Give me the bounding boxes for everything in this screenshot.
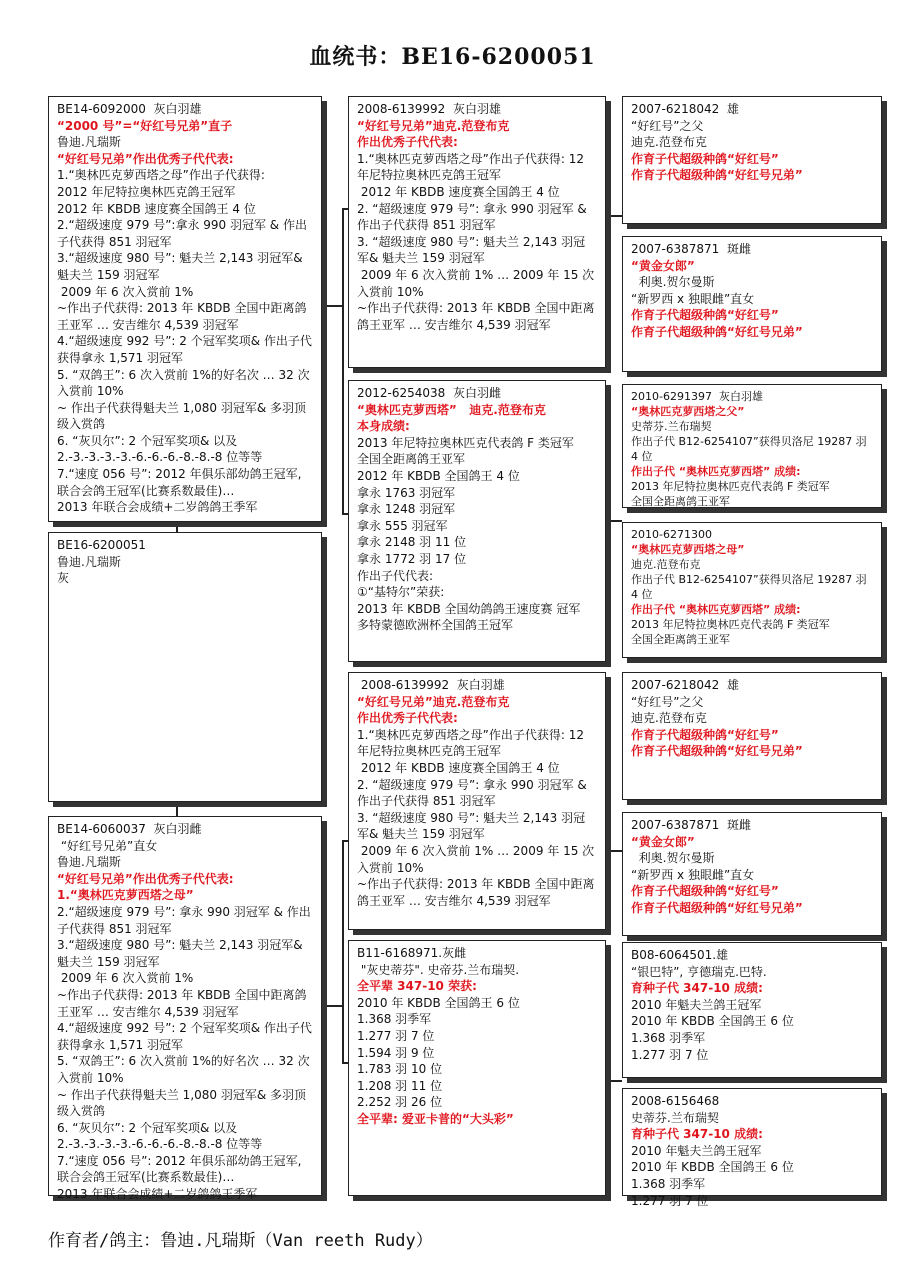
pedigree-line: 利奥.贺尔曼斯 [631, 275, 715, 290]
pedigree-line: 2.“超级速度 979 号”:拿永 990 羽冠军 & 作出子代获得 851 羽冠军 [57, 218, 307, 249]
pedigree-line: 作育子代超级种鸽“好红号兄弟” [631, 324, 803, 339]
pedigree-line: 2.252 羽 26 位 [357, 1095, 443, 1110]
sire-sire-box [348, 96, 606, 368]
dds-box [622, 942, 882, 1078]
dam-box [48, 816, 322, 1202]
pedigree-line: 3. “超级速度 980 号”: 魁夫兰 2,143 羽冠军& 魁夫兰 159 羽冠军 [357, 810, 586, 842]
connector-line [322, 305, 342, 307]
pedigree-line: ~ 作出子代获得魁夫兰 1,080 羽冠军& 多羽顶级入赏鸽 [57, 400, 307, 432]
pedigree-line: BE14-6060037 灰白羽雌 [57, 822, 202, 836]
sire-dam-box [348, 380, 606, 662]
pedigree-line: 迪克.范登布克 [631, 558, 701, 571]
pedigree-line: 7.“速度 056 号”: 2012 年俱乐部幼鸽王冠军,联合会鸽王冠军(比赛系数最佳)… [57, 467, 302, 498]
pedigree-line: "灰史蒂芬". 史帝芬.兰布瑞契. [357, 962, 520, 977]
sds-box [622, 384, 882, 508]
pedigree-line: ①“基特尔”荣获: [357, 585, 445, 600]
pedigree-line: 2.“超级速度 979 号”: 拿永 990 羽冠军 & 作出子代获得 851 羽冠军 [57, 904, 311, 936]
connector-line [606, 1080, 622, 1082]
pedigree-line: 育种子代 347-10 成绩: [631, 981, 763, 996]
pedigree-line: 2007-6387871 斑雌 [631, 242, 751, 256]
connector-line [606, 215, 622, 217]
pedigree-line: 拿永 1248 羽冠军 [357, 502, 456, 517]
pedigree-line: 全国全距离鸽王亚军 [357, 452, 466, 467]
pedigree-line: 1.“奥林匹克萝西塔之母”作出子代获得: [57, 168, 265, 183]
pedigree-line: 1.“奥林匹克萝西塔之母”作出子代获得: 12 年尼特拉奥林匹克鸽王冠军 [357, 151, 588, 183]
pedigree-line: 2010 年 KBDB 全国鸽王 6 位 [631, 1160, 794, 1175]
pedigree-line: 全平辈: 爱亚卡普的“大头彩” [357, 1111, 514, 1126]
pedigree-line: 2. “超级速度 979 号”: 拿永 990 羽冠军 & 作出子代获得 851 羽冠军 [357, 777, 591, 809]
pedigree-line: 2008-6139992 灰白羽雄 [357, 678, 505, 692]
pedigree-line: 多特蒙德欧洲杯全国鸽王冠军 [357, 618, 514, 633]
breeder-footer: 作育者/鸽主：鲁迪.凡瑞斯（Van reeth Rudy） [48, 1231, 433, 1251]
pedigree-line: 作出子代 B12-6254107”获得贝洛尼 19287 羽 4 位 [631, 435, 871, 463]
connector-line [606, 850, 622, 852]
pedigree-line: “好红号”之父 [631, 118, 704, 133]
pedigree-line: 6. “灰贝尔”: 2 个冠军奖项& 以及 2.-3.-3.-3.-3.-6.-6.-6.-8.-8.-8 位等等 [57, 433, 263, 465]
pedigree-line: 利奥.贺尔曼斯 [631, 851, 715, 866]
pedigree-line: 作育子代超级种鸽“好红号” [631, 884, 779, 899]
ssd-box [622, 236, 882, 372]
pedigree-line: B11-6168971.灰雌 [357, 946, 467, 960]
pedigree-line: 2013 年尼特拉奥林匹克代表鸽 F 类冠军 [631, 480, 830, 493]
pedigree-line: 2012 年 KBDB 速度赛全国鸽王 4 位 [357, 760, 560, 775]
pedigree-line: 3. “超级速度 980 号”: 魁夫兰 2,143 羽冠军& 魁夫兰 159 羽冠军 [357, 234, 586, 266]
pedigree-line: 2009 年 6 次入赏前 1% [57, 284, 194, 299]
sire-box [48, 96, 322, 522]
pedigree-line: “好红号兄弟”直女 [57, 838, 158, 853]
pedigree-line: 2009 年 6 次入赏前 1% … 2009 年 15 次入赏前 10% [357, 267, 595, 299]
pedigree-line: “新罗西 x 独眼雌”直女 [631, 867, 755, 882]
pedigree-line: 作出子代 B12-6254107”获得贝洛尼 19287 羽 4 位 [631, 573, 871, 601]
pedigree-line: 1.“奥林匹克萝西塔之母” [57, 888, 194, 903]
pedigree-line: 7.“速度 056 号”: 2012 年俱乐部幼鸽王冠军,联合会鸽王冠军(比赛系数最佳)… [57, 1153, 302, 1185]
pedigree-line: “新罗西 x 独眼雌”直女 [631, 291, 755, 306]
pedigree-line: 2010-6271300 [631, 528, 712, 541]
pedigree-line: 作育子代超级种鸽“好红号” [631, 151, 779, 166]
pedigree-line: 作出优秀子代代表: [357, 711, 458, 726]
pedigree-line: 全国全距离鸽王亚军 [631, 495, 730, 508]
connector-line [342, 208, 344, 513]
pedigree-line: 4.“超级速度 992 号”: 2 个冠军奖项& 作出子代获得拿永 1,571 羽冠军 [57, 1021, 312, 1052]
pedigree-line: 鲁迪.凡瑞斯 [57, 135, 121, 150]
pedigree-line: 迪克.范登布克 [631, 711, 707, 726]
pedigree-line: 史蒂芬.兰布瑞契 [631, 1110, 719, 1125]
pedigree-line: 5. “双鸽王”: 6 次入赏前 1%的好名次 … 32 次入赏前 10% [57, 367, 310, 399]
pedigree-line: 2007-6387871 斑雌 [631, 818, 751, 832]
pedigree-line: 2013 年 KBDB 全国幼鸽鸽王速度赛 冠军 [357, 601, 581, 616]
pedigree-line: 2. “超级速度 979 号”: 拿永 990 羽冠军 & 作出子代获得 851 羽冠军 [357, 201, 591, 233]
pedigree-line: 拿永 555 羽冠军 [357, 518, 448, 533]
pedigree-line: 拿永 1772 羽 17 位 [357, 551, 467, 566]
pedigree-line: 史蒂芬.兰布瑞契 [631, 420, 712, 433]
pedigree-line: 1.277 羽 7 位 [631, 1193, 709, 1208]
pedigree-line: ~ 作出子代获得魁夫兰 1,080 羽冠军& 多羽顶级入赏鸽 [57, 1087, 307, 1119]
pedigree-line: 2012 年 KBDB 全国鸽王 4 位 [357, 468, 520, 483]
pedigree-line: “好红号兄弟”迪克.范登布克 [357, 694, 510, 709]
pedigree-line: “好红号兄弟”迪克.范登布克 [357, 118, 510, 133]
pedigree-line: 作出子代代表: [357, 568, 434, 583]
pedigree-line: 全平辈 347-10 荣获: [357, 979, 477, 994]
dam-sire-box [348, 672, 606, 930]
pedigree-line: 作出优秀子代代表: [357, 135, 458, 150]
pedigree-line: “银巴特”, 亨德瑞克.巴特. [631, 964, 767, 979]
pedigree-line: 2007-6218042 雄 [631, 678, 739, 692]
pedigree-line: 作育子代超级种鸽“好红号兄弟” [631, 900, 803, 915]
page-title: 血统书：BE16-6200051 [309, 44, 596, 70]
pedigree-line: ~作出子代获得: 2013 年 KBDB 全国中距离鸽王亚军 … 安吉维尔 4,539 羽冠军 [357, 301, 595, 332]
pedigree-line: 作出子代 “奥林匹克萝西塔” 成绩: [631, 465, 801, 478]
pedigree-line: 本身成绩: [357, 419, 410, 434]
pedigree-line: B08-6064501.雄 [631, 948, 729, 962]
dss-box [622, 672, 882, 800]
dsd-box [622, 812, 882, 936]
pedigree-line: 2012-6254038 灰白羽雌 [357, 386, 501, 400]
pedigree-line: 2013 年联合会成绩+二岁鸽鸽王季军 [57, 500, 258, 515]
connector-line [342, 840, 344, 1062]
connector-line [176, 522, 178, 532]
pedigree-line: 拿永 1763 羽冠军 [357, 485, 456, 500]
pedigree-line: ~作出子代获得: 2013 年 KBDB 全国中距离鸽王亚军 … 安吉维尔 4,539 羽冠军 [357, 877, 595, 908]
pedigree-line: 2008-6139992 灰白羽雄 [357, 102, 501, 116]
pedigree-line: “黄金女郎” [631, 258, 695, 273]
pedigree-line: “2000 号”=“好红号兄弟”直子 [57, 118, 233, 133]
pedigree-line: 2009 年 6 次入赏前 1% [57, 971, 194, 986]
pedigree-line: 2009 年 6 次入赏前 1% … 2009 年 15 次入赏前 10% [357, 843, 595, 875]
pedigree-line: 作育子代超级种鸽“好红号” [631, 727, 779, 742]
pedigree-line: 作育子代超级种鸽“好红号” [631, 308, 779, 323]
pedigree-line: 2010 年 KBDB 全国鸽王 6 位 [631, 1014, 794, 1029]
pedigree-line: 4.“超级速度 992 号”: 2 个冠军奖项& 作出子代获得拿永 1,571 羽冠军 [57, 334, 312, 365]
pedigree-line: 6. “灰贝尔”: 2 个冠军奖项& 以及 2.-3.-3.-3.-3.-6.-6.-6.-8.-8.-8 位等等 [57, 1120, 263, 1152]
pedigree-line: 1.208 羽 11 位 [357, 1078, 443, 1093]
pedigree-line: 2010 年魁夫兰鸽王冠军 [631, 997, 762, 1012]
pedigree-line: 1.368 羽季军 [631, 1176, 706, 1191]
pedigree-line: 作育子代超级种鸽“好红号兄弟” [631, 168, 803, 183]
pedigree-line: 1.594 羽 9 位 [357, 1045, 435, 1060]
pedigree-line: 2013 年尼特拉奥林匹克代表鸽 F 类冠军 [357, 435, 574, 450]
pedigree-line: 3.“超级速度 980 号”: 魁夫兰 2,143 羽冠军& 魁夫兰 159 羽冠军 [57, 938, 307, 969]
pedigree-line: BE14-6092000 灰白羽雄 [57, 102, 202, 116]
connector-line [606, 520, 622, 522]
pedigree-line: 2010 年 KBDB 全国鸽王 6 位 [357, 995, 520, 1010]
pedigree-line: “好红号兄弟”作出优秀子代代表: [57, 871, 234, 886]
pedigree-line: 5. “双鸽王”: 6 次入赏前 1%的好名次 … 32 次入赏前 10% [57, 1054, 310, 1085]
subject-box [48, 532, 322, 802]
pedigree-line: “奥林匹克萝西塔之父” [631, 405, 745, 418]
pedigree-line: “黄金女郎” [631, 834, 695, 849]
pedigree-line: 灰 [57, 571, 70, 586]
pedigree-line: “奥林匹克萝西塔” 迪克.范登布克 [357, 402, 546, 417]
pedigree-line: 1.“奥林匹克萝西塔之母”作出子代获得: 12 年尼特拉奥林匹克鸽王冠军 [357, 727, 588, 759]
connector-line [176, 802, 178, 816]
pedigree-line: 鲁迪.凡瑞斯 [57, 554, 121, 569]
pedigree-line: 拿永 2148 羽 11 位 [357, 535, 467, 550]
pedigree-line: 2008-6156468 [631, 1094, 720, 1108]
pedigree-line: 2012 年 KBDB 速度赛全国鸽王 4 位 [57, 201, 256, 216]
pedigree-line: “奥林匹克萝西塔之母” [631, 543, 745, 556]
pedigree-line: 迪克.范登布克 [631, 135, 707, 150]
pedigree-line: “好红号”之父 [631, 694, 704, 709]
pedigree-line: 1.368 羽季军 [631, 1030, 706, 1045]
pedigree-line: 作出子代 “奥林匹克萝西塔” 成绩: [631, 603, 801, 616]
ddd-box [622, 1088, 882, 1208]
pedigree-line: “好红号兄弟”作出优秀子代代表: [57, 151, 234, 166]
pedigree-line: ~作出子代获得: 2013 年 KBDB 全国中距离鸽王亚军 … 安吉维尔 4,539 羽冠军 [57, 301, 307, 332]
pedigree-line: 1.277 羽 7 位 [631, 1047, 709, 1062]
pedigree-line: 1.783 羽 10 位 [357, 1062, 443, 1077]
pedigree-line: 2010-6291397 灰白羽雄 [631, 390, 763, 403]
sss-box [622, 96, 882, 224]
pedigree-line: 2010 年魁夫兰鸽王冠军 [631, 1143, 762, 1158]
pedigree-line: BE16-6200051 [57, 538, 146, 552]
pedigree-line: 2012 年尼特拉奥林匹克鸽王冠军 [57, 184, 236, 199]
pedigree-line: 育种子代 347-10 成绩: [631, 1127, 763, 1142]
pedigree-line: 2013 年联合会成绩+二岁鸽鸽王季军 [57, 1187, 258, 1202]
dam-dam-box [348, 940, 606, 1196]
pedigree-line: 2013 年尼特拉奥林匹克代表鸽 F 类冠军 [631, 618, 830, 631]
pedigree-line: 2007-6218042 雄 [631, 102, 739, 116]
pedigree-line: 1.368 羽季军 [357, 1012, 432, 1027]
pedigree-line: 3.“超级速度 980 号”: 魁夫兰 2,143 羽冠军& 魁夫兰 159 羽冠军 [57, 251, 307, 282]
pedigree-line: 1.277 羽 7 位 [357, 1028, 435, 1043]
pedigree-line: 鲁迪.凡瑞斯 [57, 855, 121, 870]
sdd-box [622, 522, 882, 658]
connector-line [322, 1005, 342, 1007]
pedigree-line: ~作出子代获得: 2013 年 KBDB 全国中距离鸽王亚军 … 安吉维尔 4,539 羽冠军 [57, 987, 307, 1019]
pedigree-line: 全国全距离鸽王亚军 [631, 633, 730, 646]
pedigree-line: 2012 年 KBDB 速度赛全国鸽王 4 位 [357, 184, 560, 199]
pedigree-line: 作育子代超级种鸽“好红号兄弟” [631, 744, 803, 759]
